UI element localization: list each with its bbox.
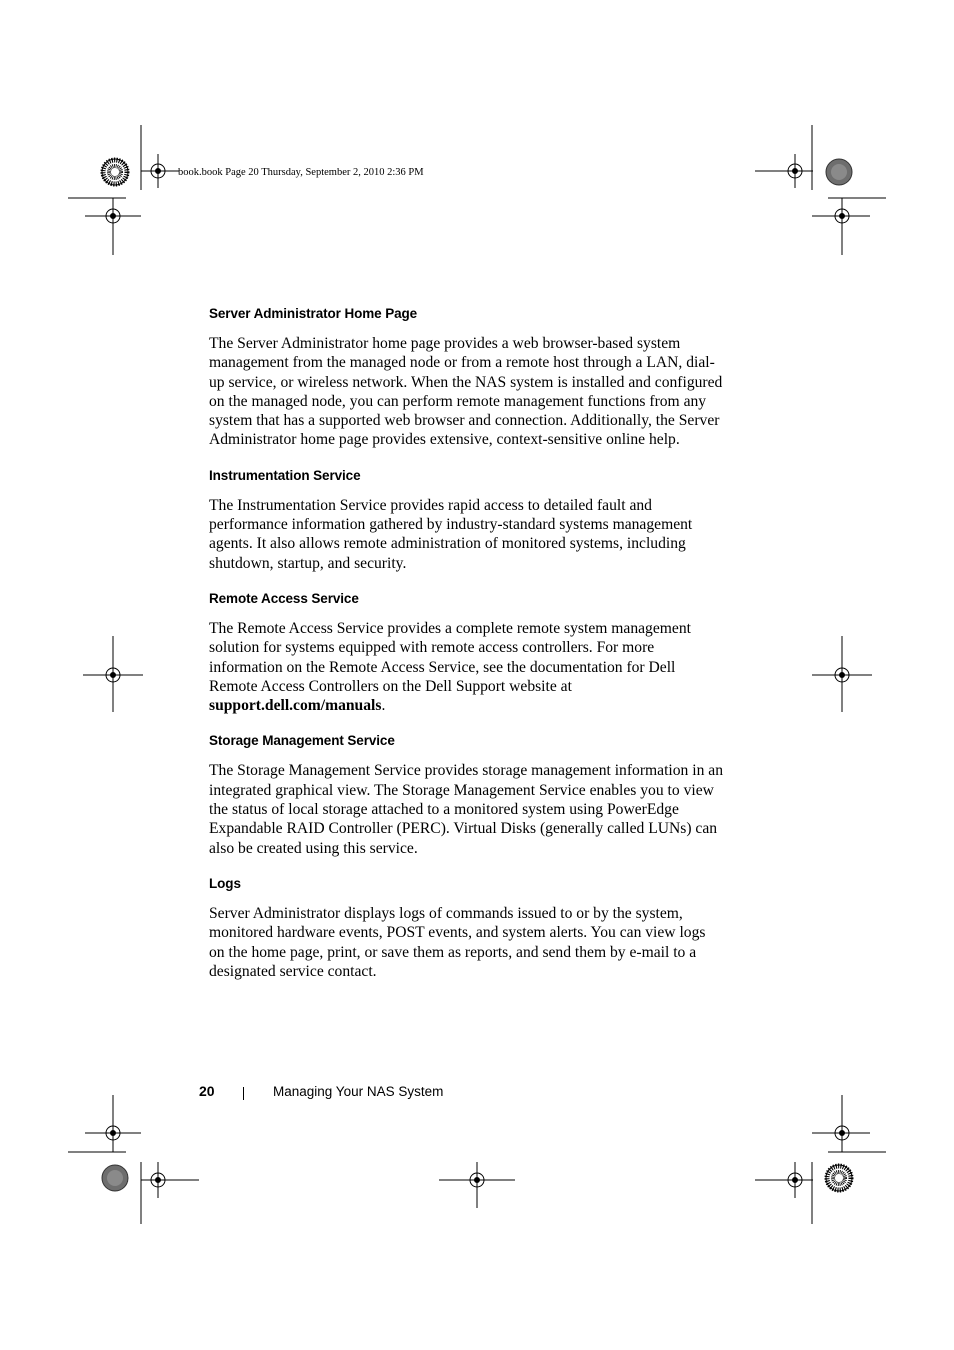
- registration-mark-icon: [812, 1095, 870, 1152]
- section-heading: Storage Management Service: [209, 733, 395, 749]
- section-instrumentation-service: [209, 466, 724, 573]
- paragraph-text: The Remote Access Service provides a complete remote system management solution for systems equipped with remote access controllers. For more information on the Remote Access Service, see the documentation for Dell Remote Access Controllers on the Dell Support website at: [209, 619, 691, 695]
- registration-mark-icon: [439, 1162, 515, 1208]
- registration-mark-icon: [812, 636, 872, 712]
- section-storage-management-service: [209, 731, 724, 857]
- registration-mark-icon: [141, 1162, 199, 1198]
- gray-disc-icon: [102, 1165, 128, 1191]
- registration-mark-icon: [755, 154, 813, 188]
- section-paragraph: The Server Administrator home page provides a web browser-based system management from the managed node or from a remote host through a LAN, dial-up service, or wireless network. When the NAS system is installed and configured on the managed node, you can perform remote management functions from any system that has a supported web browser and connection. Additionally, the Server Administrator home page provides extensive, context-sensitive online help.: [209, 335, 723, 449]
- registration-mark-icon: [85, 198, 141, 255]
- registration-mark-icon: [812, 198, 870, 255]
- section-heading: Server Administrator Home Page: [209, 306, 418, 321]
- paragraph-trailing: .: [381, 697, 386, 715]
- registration-mark-icon: [85, 1095, 141, 1152]
- section-logs: [209, 874, 724, 981]
- print-slug-line: book.book Page 20 Thursday, September 2, 2010 2:36 PM: [178, 167, 424, 178]
- footer-divider: [243, 1087, 244, 1100]
- section-remote-access-service: [209, 589, 724, 715]
- section-paragraph: The Instrumentation Service provides rapid access to detailed fault and performance information gathered by industry-standard systems management agents. It also allows remote administration of monitored systems, including shutdown, startup, and security.: [209, 496, 693, 572]
- section-heading: Remote Access Service: [209, 590, 359, 606]
- registration-mark-icon: [755, 1162, 813, 1198]
- section-paragraph: The Storage Management Service provides storage management information in an integrated graphical view. The Storage Management Service enables you to view the status of local storage attached to a monitored system using PowerEdge Expandable RAID Controller (PERC). Virtual Disks (generally called LUNs) can also be created using this service.: [209, 762, 723, 857]
- section-paragraph: [209, 619, 724, 715]
- gray-disc-icon: [826, 159, 852, 185]
- page-number: 20: [199, 1083, 215, 1099]
- support-link[interactable]: support.dell.com/manuals: [209, 697, 382, 715]
- main-content: [209, 304, 724, 997]
- star-target-icon: [102, 159, 128, 185]
- chapter-title: Managing Your NAS System: [273, 1084, 444, 1099]
- registration-mark-icon: [83, 636, 143, 712]
- section-heading: Instrumentation Service: [209, 467, 361, 483]
- registration-mark-icon: [141, 154, 179, 188]
- section-server-administrator-home-page: [209, 304, 724, 450]
- section-paragraph: Server Administrator displays logs of commands issued to or by the system, monitored hardware events, POST events, and system alerts. You can view logs on the home page, print, or save them as reports, and send them by e-mail to a designated service contact.: [209, 904, 706, 980]
- star-target-icon: [826, 1165, 852, 1191]
- section-heading: Logs: [209, 875, 241, 891]
